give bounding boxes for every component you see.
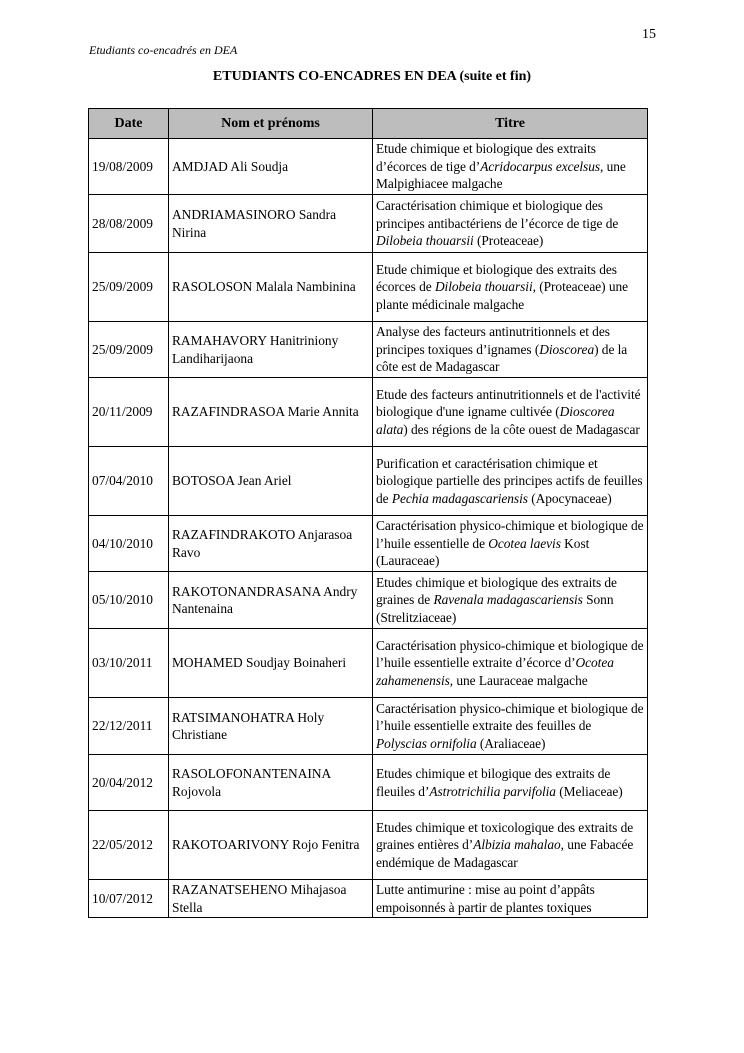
cell-date: 20/04/2012 xyxy=(89,755,169,811)
students-table xyxy=(88,108,648,918)
table-row xyxy=(89,755,648,811)
table-header-row xyxy=(89,109,648,139)
species-name: Ocotea laevis xyxy=(488,535,561,551)
species-name: Ocotea zahamenensis xyxy=(376,655,614,688)
cell-date: 04/10/2010 xyxy=(89,516,169,572)
species-name: Ravenala madagascariensis xyxy=(433,592,583,608)
cell-name: RAKOTOARIVONY Rojo Fenitra xyxy=(169,811,373,880)
species-name: Polyscias ornifolia xyxy=(376,735,477,751)
species-name: Dioscorea alata xyxy=(376,404,615,437)
cell-name: RAMAHAVORY Hanitriniony Landiharijaona xyxy=(169,322,373,378)
cell-name: RATSIMANOHATRA Holy Christiane xyxy=(169,698,373,755)
page-number: 15 xyxy=(642,27,656,42)
header-name: Nom et prénoms xyxy=(169,109,373,139)
document-title: ETUDIANTS CO-ENCADRES EN DEA (suite et fin) xyxy=(212,69,532,84)
cell-date: 07/04/2010 xyxy=(89,447,169,516)
cell-date: 25/09/2009 xyxy=(89,322,169,378)
cell-name: RAZANATSEHENO Mihajasoa Stella xyxy=(169,880,373,918)
cell-date: 05/10/2010 xyxy=(89,572,169,629)
table-row xyxy=(89,811,648,880)
cell-title: Caractérisation physico-chimique et biologique de l’huile essentielle de Ocotea laevis Kost (Lauraceae) xyxy=(373,516,648,572)
cell-title: Etude chimique et biologique des extraits des écorces de Dilobeia thouarsii, (Proteaceae) une plante médicinale malgache xyxy=(373,253,648,322)
cell-date: 22/05/2012 xyxy=(89,811,169,880)
table-row xyxy=(89,572,648,629)
species-name: Pechia madagascariensis xyxy=(391,490,528,506)
cell-title: Caractérisation chimique et biologique des principes antibactériens de l’écorce de tige de Dilobeia thouarsii (Proteaceae) xyxy=(373,195,648,253)
species-name: Astrotrichilia parvifolia xyxy=(429,783,556,799)
cell-date: 22/12/2011 xyxy=(89,698,169,755)
table-row xyxy=(89,139,648,195)
cell-date: 03/10/2011 xyxy=(89,629,169,698)
cell-date: 20/11/2009 xyxy=(89,378,169,447)
header-title: Titre xyxy=(373,109,648,139)
header-date: Date xyxy=(89,109,169,139)
cell-name: RASOLOFONANTENAINA Rojovola xyxy=(169,755,373,811)
cell-title: Etudes chimique et bilogique des extraits de fleuiles d’Astrotrichilia parvifolia (Meliaceae) xyxy=(373,755,648,811)
cell-title: Etudes chimique et toxicologique des extraits de graines entières d’Albizia mahalao, une Fabacée endémique de Madagascar xyxy=(373,811,648,880)
table-row xyxy=(89,378,648,447)
cell-title: Etudes chimique et biologique des extraits de graines de Ravenala madagascariensis Sonn (Strelitziaceae) xyxy=(373,572,648,629)
cell-name: BOTOSOA Jean Ariel xyxy=(169,447,373,516)
cell-name: AMDJAD Ali Soudja xyxy=(169,139,373,195)
table-row xyxy=(89,322,648,378)
table-row xyxy=(89,195,648,253)
species-name: Dioscorea xyxy=(539,341,595,357)
cell-title: Etude des facteurs antinutritionnels et de l'activité biologique d'une igname cultivée (Dioscorea alata) des régions de la côte ouest de Madagascar xyxy=(373,378,648,447)
cell-name: RASOLOSON Malala Nambinina xyxy=(169,253,373,322)
cell-date: 10/07/2012 xyxy=(89,880,169,918)
species-name: Acridocarpus excelsus xyxy=(480,158,601,174)
species-name: Dilobeia thouarsii xyxy=(434,279,533,295)
table-row xyxy=(89,447,648,516)
cell-title: Lutte antimurine : mise au point d’appâts empoisonnés à partir de plantes toxiques xyxy=(373,880,648,918)
table-row xyxy=(89,516,648,572)
cell-title: Analyse des facteurs antinutritionnels et des principes toxiques d’ignames (Dioscorea) de la côte est de Madagascar xyxy=(373,322,648,378)
cell-date: 25/09/2009 xyxy=(89,253,169,322)
cell-date: 28/08/2009 xyxy=(89,195,169,253)
species-name: Albizia mahalao xyxy=(473,837,561,853)
species-name: Dilobeia thouarsii xyxy=(376,233,474,249)
cell-name: RAZAFINDRAKOTO Anjarasoa Ravo xyxy=(169,516,373,572)
cell-date: 19/08/2009 xyxy=(89,139,169,195)
cell-title: Purification et caractérisation chimique et biologique partielle des principes actifs de feuilles de Pechia madagascariensis (Apocynaceae) xyxy=(373,447,648,516)
table-row xyxy=(89,629,648,698)
cell-name: RAZAFINDRASOA Marie Annita xyxy=(169,378,373,447)
cell-name: RAKOTONANDRASANA Andry Nantenaina xyxy=(169,572,373,629)
cell-title: Caractérisation physico-chimique et biologique de l’huile essentielle extraite d’écorce d’Ocotea zahamenensis, une Lauraceae malgache xyxy=(373,629,648,698)
table-row xyxy=(89,253,648,322)
running-header: Etudiants co-encadrés en DEA xyxy=(89,43,238,57)
cell-name: ANDRIAMASINORO Sandra Nirina xyxy=(169,195,373,253)
cell-title: Caractérisation physico-chimique et biologique de l’huile essentielle extraite des feuilles de Polyscias ornifolia (Araliaceae) xyxy=(373,698,648,755)
cell-title: Etude chimique et biologique des extraits d’écorces de tige d’Acridocarpus excelsus, une Malpighiacee malgache xyxy=(373,139,648,195)
table-row xyxy=(89,698,648,755)
cell-name: MOHAMED Soudjay Boinaheri xyxy=(169,629,373,698)
table-row xyxy=(89,880,648,918)
